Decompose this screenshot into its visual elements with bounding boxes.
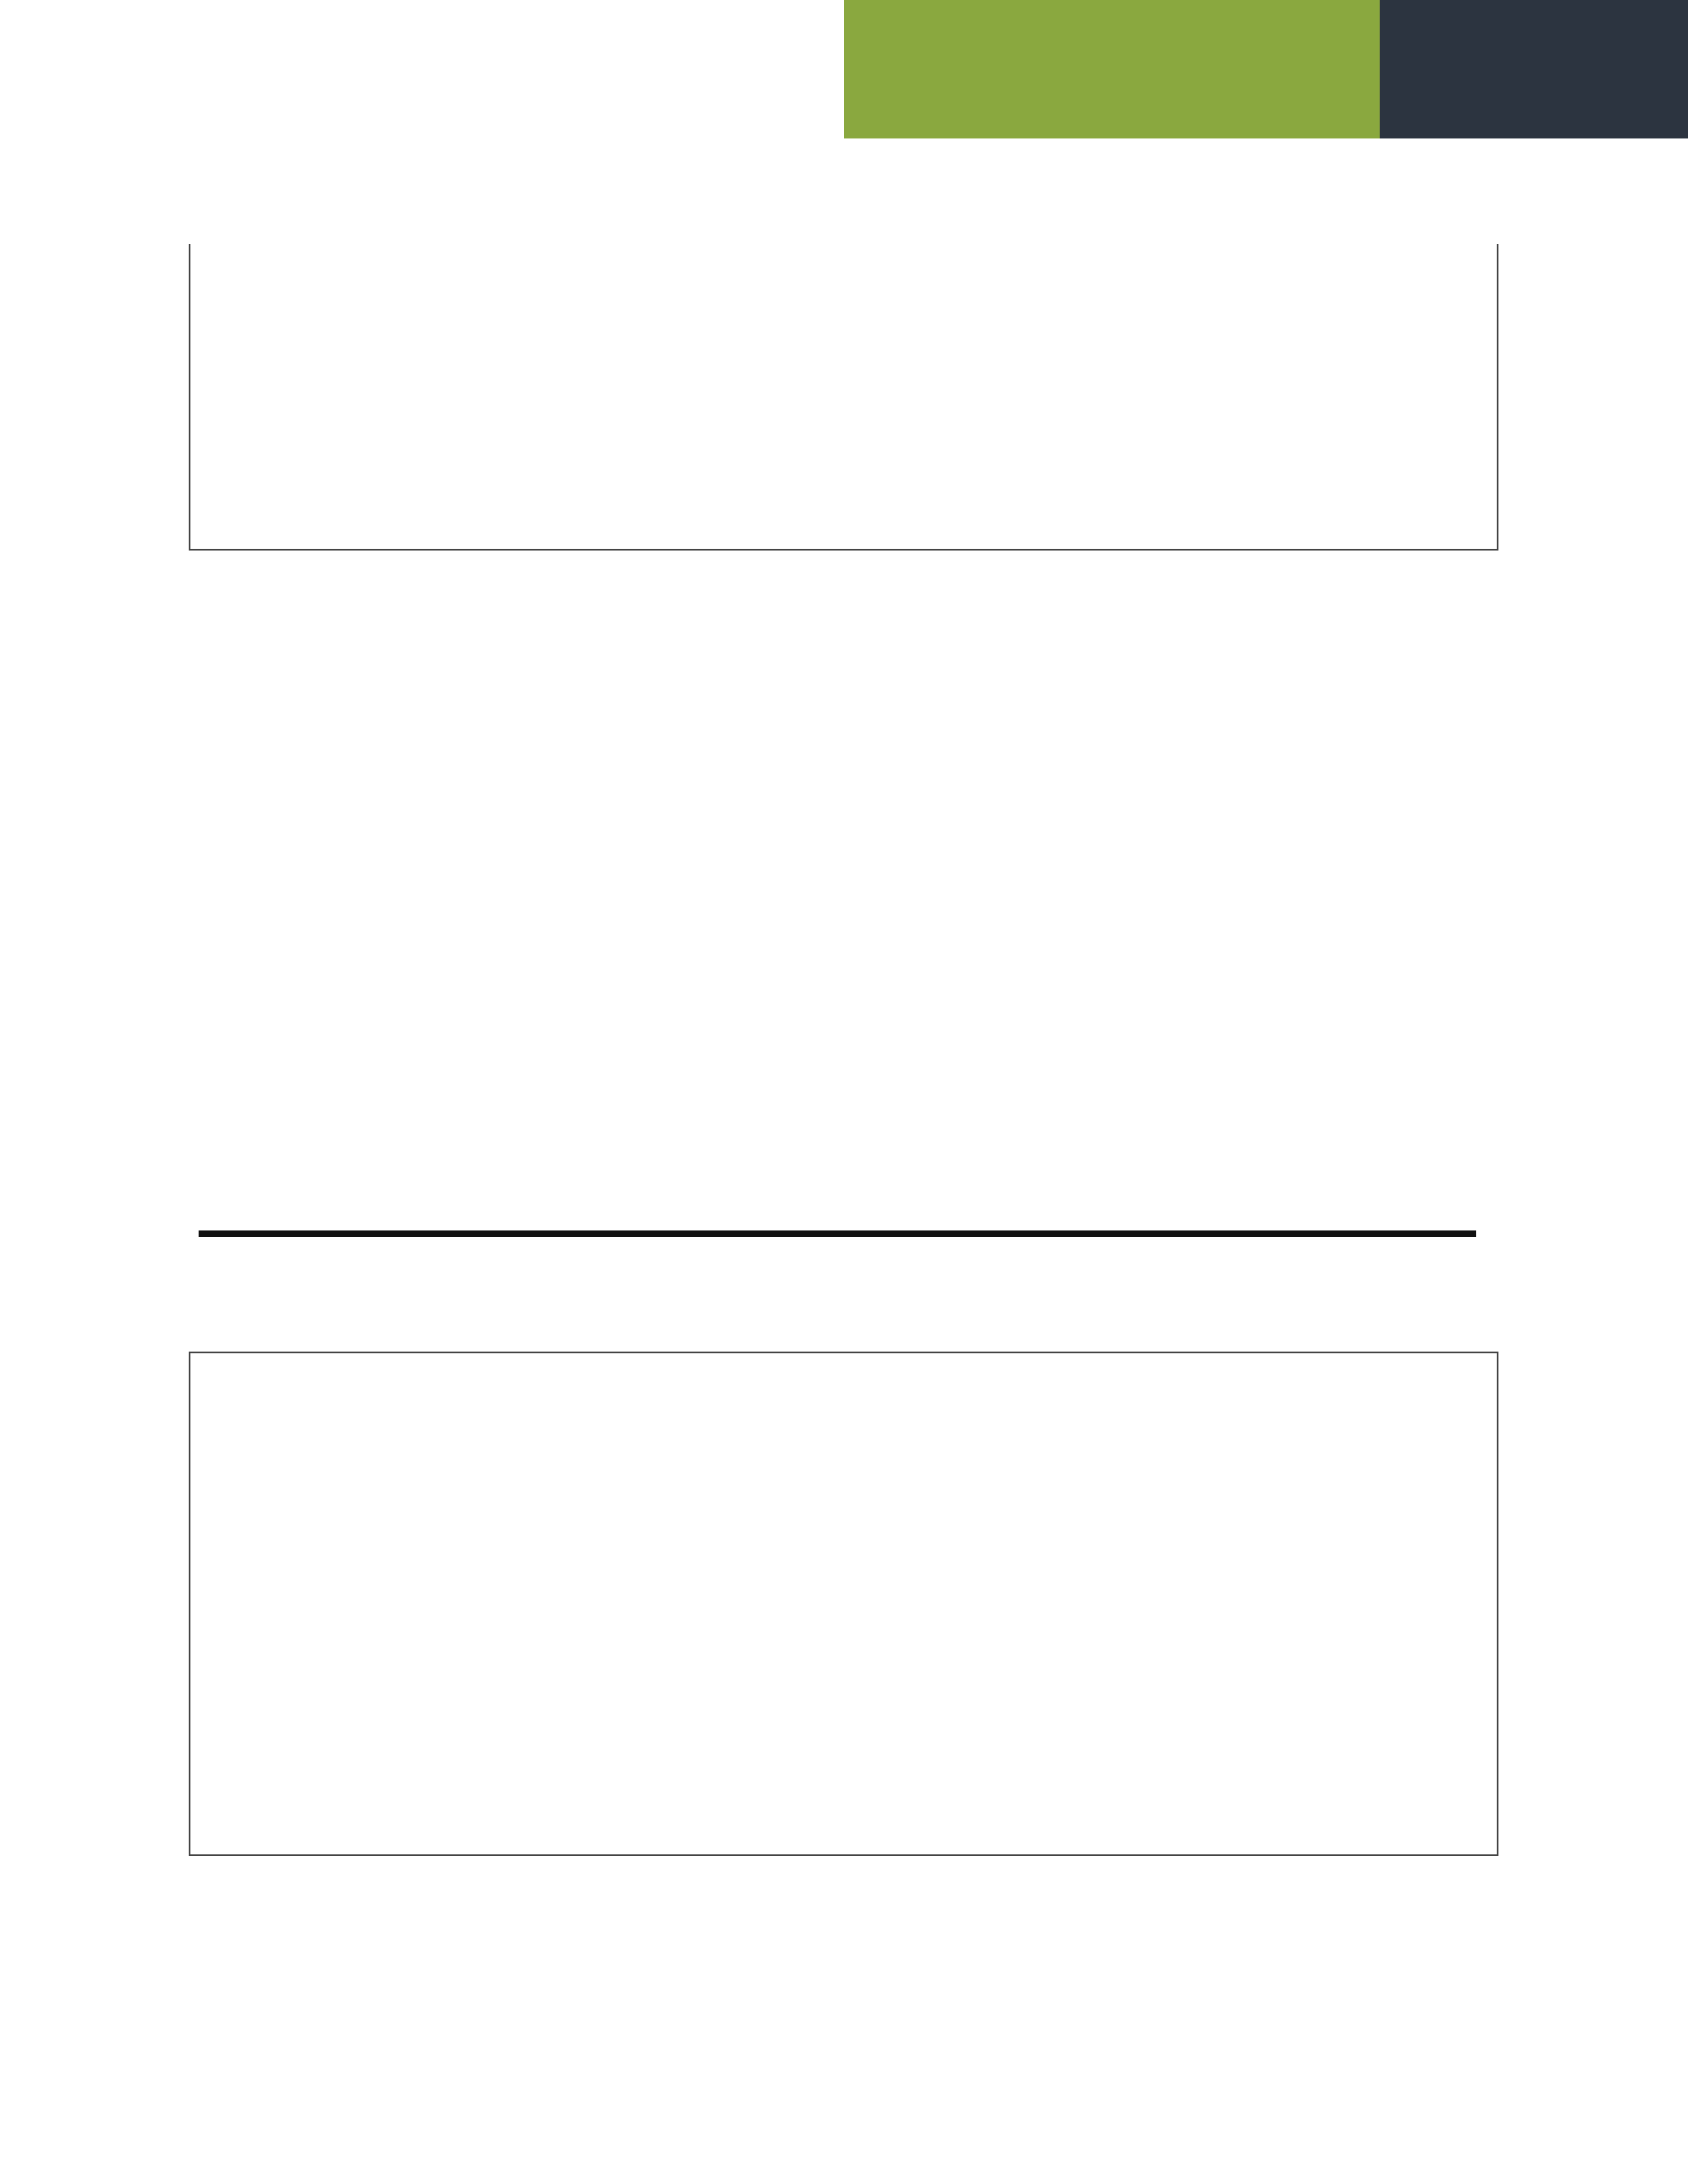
listing-continuation-box — [189, 244, 1498, 551]
banner-brand-area[interactable] — [844, 0, 1380, 138]
ad-banner[interactable] — [844, 0, 1688, 138]
listing-rule — [199, 1230, 1476, 1237]
section-heading — [200, 628, 248, 686]
body-paragraph-2 — [199, 1900, 1489, 1941]
running-head — [200, 150, 1488, 196]
banner-features — [1380, 0, 1688, 138]
listing-14-9-box — [189, 1352, 1498, 1856]
